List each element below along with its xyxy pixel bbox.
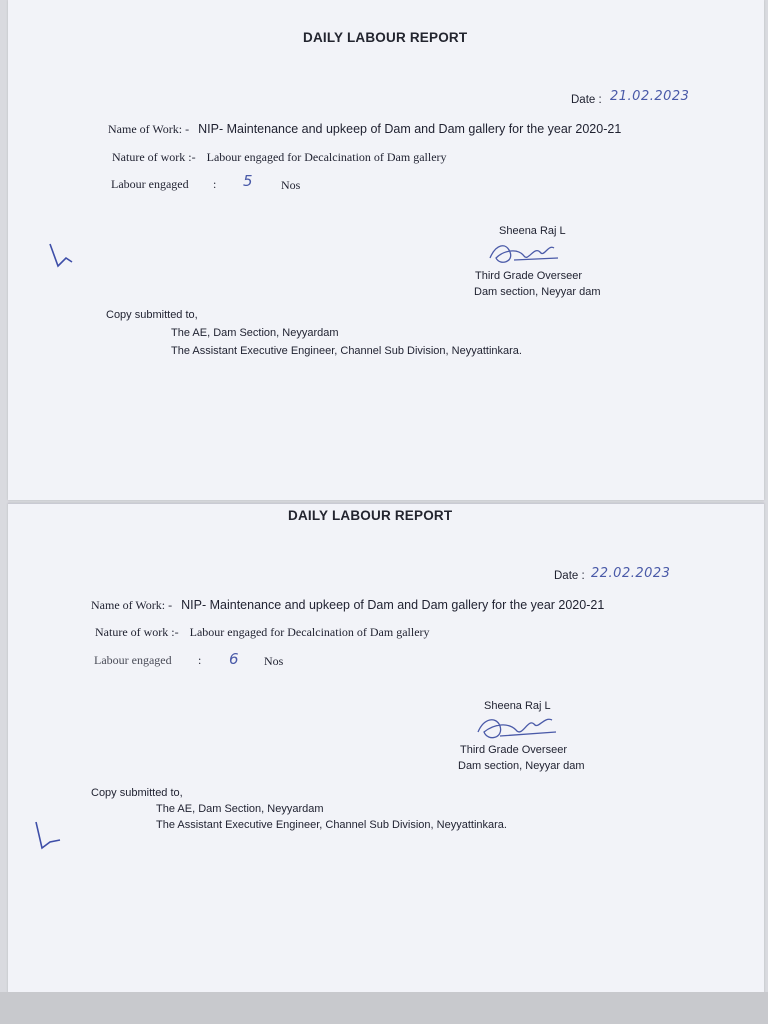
report-title: DAILY LABOUR REPORT bbox=[288, 508, 453, 523]
copy-recipient-2: The Assistant Executive Engineer, Channel Sub Division, Neyyattinkara. bbox=[171, 345, 522, 357]
name-of-work-line bbox=[91, 598, 604, 613]
signatory-name: Sheena Raj L bbox=[499, 225, 566, 237]
name-of-work-line bbox=[108, 122, 621, 137]
copy-submitted-label: Copy submitted to, bbox=[106, 309, 198, 321]
date-value: 22.02.2023 bbox=[591, 566, 671, 581]
copy-recipient-2: The Assistant Executive Engineer, Channel Sub Division, Neyyattinkara. bbox=[156, 819, 507, 831]
labour-unit: Nos bbox=[281, 178, 301, 192]
tick-mark bbox=[48, 240, 88, 272]
signatory-office: Dam section, Neyyar dam bbox=[458, 760, 585, 772]
nature-of-work-line bbox=[95, 625, 430, 640]
nature-of-work-value: Labour engaged for Decalcination of Dam gallery bbox=[206, 150, 447, 164]
tick-mark bbox=[34, 820, 74, 854]
name-of-work-value: NIP- Maintenance and upkeep of Dam and Dam gallery for the year 2020-21 bbox=[181, 598, 605, 612]
labour-engaged-separator: : bbox=[198, 653, 202, 667]
name-of-work-label: Name of Work: - bbox=[91, 598, 173, 612]
labour-engaged-separator: : bbox=[213, 177, 217, 191]
labour-engaged-label: Labour engaged bbox=[111, 177, 189, 191]
labour-unit: Nos bbox=[264, 654, 284, 668]
signatory-name: Sheena Raj L bbox=[484, 700, 551, 712]
date-label: Date : bbox=[571, 94, 602, 106]
labour-count: 5 bbox=[243, 172, 253, 190]
copy-recipient-1: The AE, Dam Section, Neyyardam bbox=[171, 327, 339, 339]
signature-mark bbox=[484, 238, 564, 270]
signatory-designation: Third Grade Overseer bbox=[460, 744, 567, 756]
signatory-designation: Third Grade Overseer bbox=[475, 270, 582, 282]
nature-of-work-line bbox=[112, 150, 447, 165]
scan-border bbox=[0, 992, 768, 1024]
nature-of-work-label: Nature of work :- bbox=[112, 150, 196, 164]
report-sheet-2 bbox=[8, 503, 764, 993]
name-of-work-value: NIP- Maintenance and upkeep of Dam and Dam gallery for the year 2020-21 bbox=[198, 122, 622, 136]
report-sheet-1 bbox=[8, 0, 764, 500]
date-label: Date : bbox=[554, 570, 585, 582]
copy-submitted-label: Copy submitted to, bbox=[91, 787, 183, 799]
nature-of-work-label: Nature of work :- bbox=[95, 625, 179, 639]
signature-mark bbox=[474, 710, 560, 746]
labour-count: 6 bbox=[229, 650, 239, 668]
date-value: 21.02.2023 bbox=[610, 89, 690, 104]
report-title: DAILY LABOUR REPORT bbox=[303, 30, 468, 45]
signatory-office: Dam section, Neyyar dam bbox=[474, 286, 601, 298]
nature-of-work-value: Labour engaged for Decalcination of Dam gallery bbox=[189, 625, 430, 639]
labour-engaged-label: Labour engaged bbox=[94, 653, 172, 667]
copy-recipient-1: The AE, Dam Section, Neyyardam bbox=[156, 803, 324, 815]
name-of-work-label: Name of Work: - bbox=[108, 122, 190, 136]
